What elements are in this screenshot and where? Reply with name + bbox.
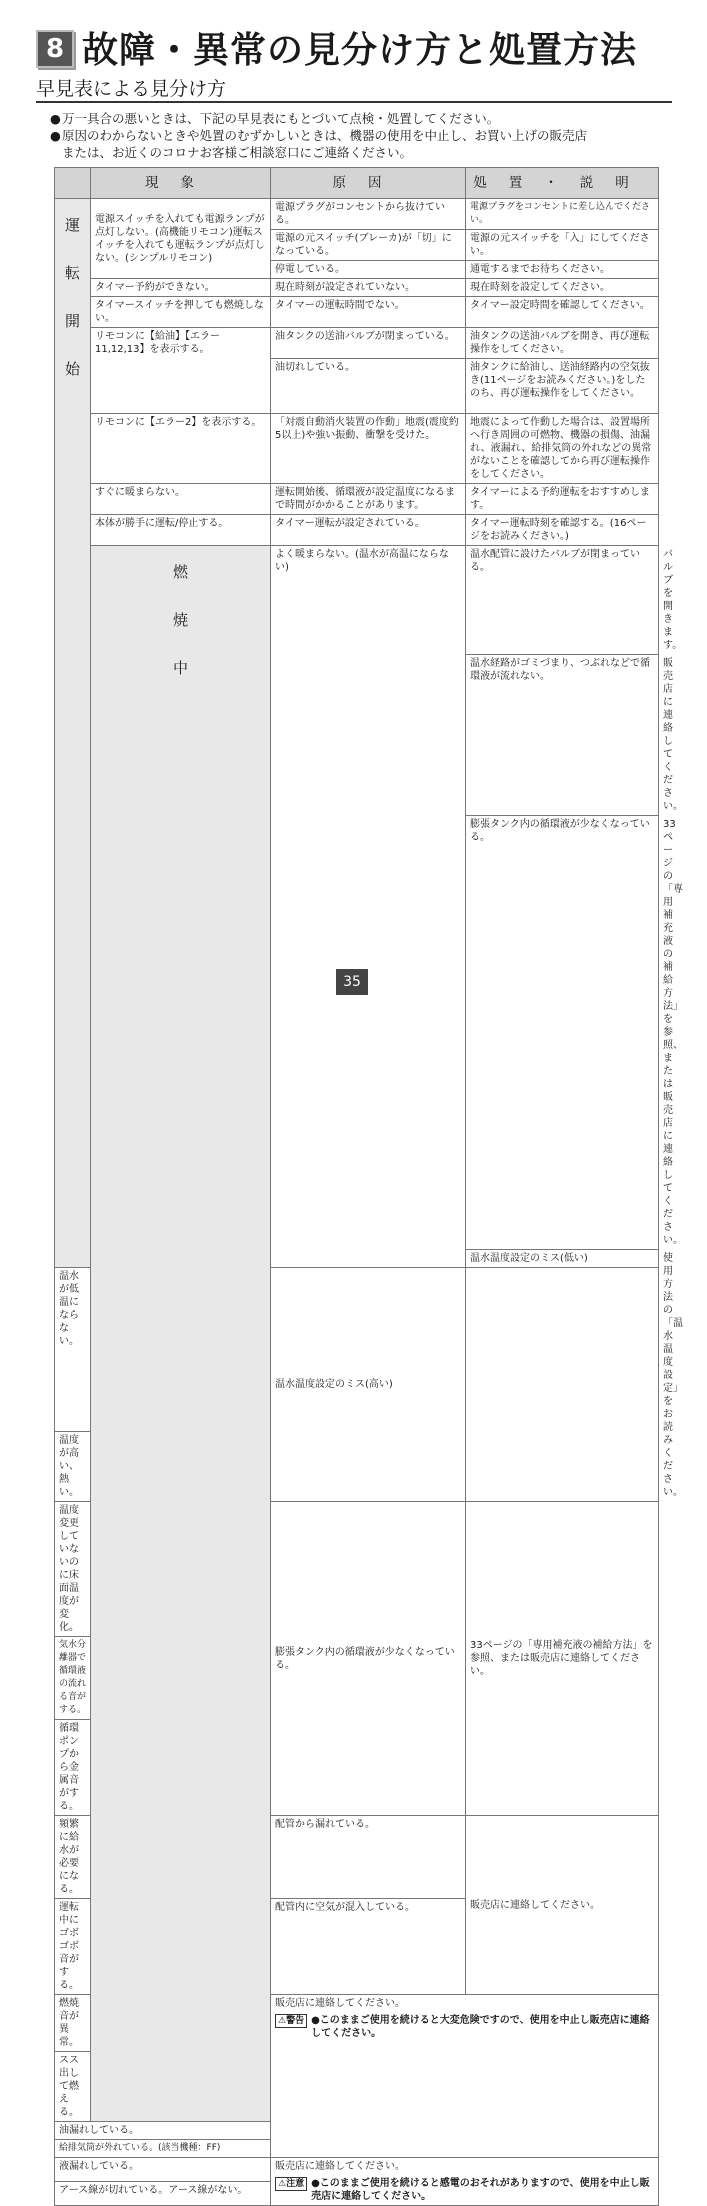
symptom-cell: 油漏れしている。 [55, 2122, 271, 2140]
symptom-cell: 運転中にゴボゴボ音がする。 [55, 1899, 91, 1995]
intro-notes [50, 110, 690, 161]
action-cell: 現在時刻を設定してください。 [466, 279, 659, 297]
troubleshooting-table [54, 167, 683, 2206]
symptom-cell: 温度変更していないのに床面温度が変化。 [55, 1502, 91, 1637]
header-phenomenon: 現象 [91, 168, 271, 199]
table-row [55, 484, 659, 515]
table-row: 温水温度設定のミス(低い) 使用方法の「温水温度設定」をお読みください。 [55, 1250, 659, 1268]
section-number: 8 [36, 30, 74, 68]
action-cell: 電源の元スイッチを「入」にしてください。 [466, 230, 659, 261]
symptom-cell: スス出して燃える。 [55, 2052, 91, 2122]
intro-line-3: または、お近くのコロナお客様ご相談窓口にご連絡ください。 [62, 145, 413, 160]
warning-cell [271, 1995, 659, 2158]
warning-badge: ⚠警告 [275, 2014, 307, 2028]
header-cause: 原因 [271, 168, 466, 199]
cause-cell: 電源の元スイッチ(ブレーカ)が「切」になっている。 [271, 230, 466, 261]
cause-cell: 膨張タンク内の循環液が少なくなっている。 [271, 1502, 466, 1816]
table-row: 温水経路がゴミづまり、つぶれなどで循環液が流れない。 販売店に連絡してください。 [55, 655, 659, 816]
table-row: 膨張タンク内の循環液が少なくなっている。 33ページの「専用補充液の補給方法」を参照、または販売店に連絡してください。 [55, 816, 659, 1250]
symptom-cell: リモコンに【エラー2】を表示する。 [91, 414, 271, 484]
symptom-cell: 電源スイッチを入れても電源ランプが点灯しない。(高機能リモコン)運転スイッチを入れても運転ランプが点灯しない。(シンプルリモコン) [91, 199, 271, 279]
caution-cell [271, 2158, 659, 2206]
symptom-cell: 循環ポンプから金属音がする。 [55, 1720, 91, 1816]
category-run-start: 運 転 開 始 [55, 199, 91, 1268]
symptom-cell: 温度が高い、熱い。 [55, 1432, 91, 1502]
table-header-row [55, 168, 659, 199]
action-cell: タイマーによる予約運転をおすすめします。 [466, 484, 659, 515]
cause-cell: タイマーの運転時間でない。 [271, 297, 466, 328]
symptom-cell: 燃焼音が異常。 [55, 1995, 91, 2052]
section-subtitle: 早見表による見分け方 [36, 78, 227, 100]
action-cell: タイマー設定時間を確認してください。 [466, 297, 659, 328]
warning-text: ●このままご使用を続けると大変危険ですので、使用を中止し販売店に連絡してください。 [311, 2015, 650, 2039]
symptom-cell: タイマースイッチを押しても燃焼しない。 [91, 297, 271, 328]
cause-cell: 現在時刻が設定されていない。 [271, 279, 466, 297]
cause-cell: 配管内に空気が混入している。 [271, 1899, 466, 1995]
page-number: 35 [336, 969, 368, 995]
category-burning: 燃 焼 中 [91, 546, 271, 2122]
cause-cell: 膨張タンク内の循環液が少なくなっている。 [466, 816, 659, 1250]
table-row [55, 328, 659, 359]
symptom-cell: 頻繁に給水が必要になる。 [55, 1816, 91, 1899]
symptom-cell: 給排気筒が外れている。(該当機種：FF) [55, 2140, 271, 2158]
caution-text: ●このままご使用を続けると感電のおそれがありますので、使用を中止し販売店に連絡してください。 [311, 2178, 650, 2202]
action-cell: 33ページの「専用補充液の補給方法」を参照、または販売店に連絡してください。 [466, 1502, 659, 1816]
symptom-cell: 気水分離器で循環液の流れる音がする。 [55, 1637, 91, 1720]
symptom-cell: 温水が低温にならない。 [55, 1268, 91, 1432]
page-title: 故障・異常の見分け方と処置方法 [82, 30, 638, 71]
table-row [55, 2158, 659, 2182]
action-cell: タイマー運転時刻を確認する。(16ページをお読みください。) [466, 515, 659, 546]
cause-cell: 「対震自動消火装置の作動」地震(震度約5以上)や強い振動、衝撃を受けた。 [271, 414, 466, 484]
cause-cell: 電源プラグがコンセントから抜けている。 [271, 199, 466, 230]
cause-cell: 停電している。 [271, 261, 466, 279]
symptom-cell: よく暖まらない。(温水が高温にならない) [271, 546, 466, 1268]
warning-action: 販売店に連絡してください。 [275, 1998, 405, 2009]
cause-cell: 運転開始後、循環液が設定温度になるまで時間がかかることがあります。 [271, 484, 466, 515]
symptom-cell: すぐに暖まらない。 [91, 484, 271, 515]
action-cell: 油タンクの送油バルブを開き、再び運転操作をしてください。 [466, 328, 659, 359]
table-row [55, 515, 659, 546]
header-action: 処置・説明 [466, 168, 659, 199]
cause-cell: タイマー運転が設定されている。 [271, 515, 466, 546]
table-row [55, 199, 659, 230]
action-cell: 地震によって作動した場合は、設置場所へ行き周囲の可燃物、機器の損傷、油漏れ、液漏れ、給排気筒の外れなどの異常がないことを確認してから再び運転操作をしてください。 [466, 414, 659, 484]
action-cell: 電源プラグをコンセントに差し込んでください。 [466, 199, 659, 230]
table-row [55, 297, 659, 328]
symptom-cell: 液漏れしている。 [55, 2158, 271, 2182]
cause-cell: 温水温度設定のミス(高い) [271, 1268, 466, 1502]
cause-cell: 温水配管に設けたバルブが閉まっている。 [466, 546, 659, 655]
table-row: 燃 焼 中 よく暖まらない。(温水が高温にならない) 温水配管に設けたバルブが閉まっている。 バルブを開きます。 [55, 546, 659, 655]
action-cell: 油タンクに給油し、送油経路内の空気抜き(11ページをお読みください。)をしたのち、再び運転操作をしてください。 [466, 359, 659, 414]
intro-line-1: 万一具合の悪いときは、下記の早見表にもとづいて点検・処置してください。 [62, 111, 500, 126]
cause-cell: 油切れしている。 [271, 359, 466, 414]
action-cell: 通電するまでお待ちください。 [466, 261, 659, 279]
cause-cell: 温水温度設定のミス(低い) [466, 1250, 659, 1268]
cause-cell: 配管から漏れている。 [271, 1816, 466, 1899]
table-row [55, 279, 659, 297]
table-row [55, 414, 659, 484]
title-rule [36, 101, 672, 103]
header-cell-blank [55, 168, 91, 199]
intro-line-2: 原因のわからないときや処置のむずかしいときは、機器の使用を中止し、お買い上げの販売店 [62, 128, 588, 143]
cause-cell: 温水経路がゴミづまり、つぶれなどで循環液が流れない。 [466, 655, 659, 816]
bullet-icon: ● [50, 111, 61, 126]
symptom-cell: リモコンに【給油】【エラー 11,12,13】を表示する。 [91, 328, 271, 414]
cause-cell: 油タンクの送油バルブが閉まっている。 [271, 328, 466, 359]
bullet-icon: ● [50, 128, 61, 143]
symptom-cell: タイマー予約ができない。 [91, 279, 271, 297]
caution-action: 販売店に連絡してください。 [275, 2161, 405, 2172]
caution-badge: ⚠注意 [275, 2177, 307, 2191]
symptom-cell: 本体が勝手に運転/停止する。 [91, 515, 271, 546]
action-cell: 販売店に連絡してください。 [466, 1816, 659, 1995]
symptom-cell: アース線が切れている。アース線がない。 [55, 2182, 271, 2206]
